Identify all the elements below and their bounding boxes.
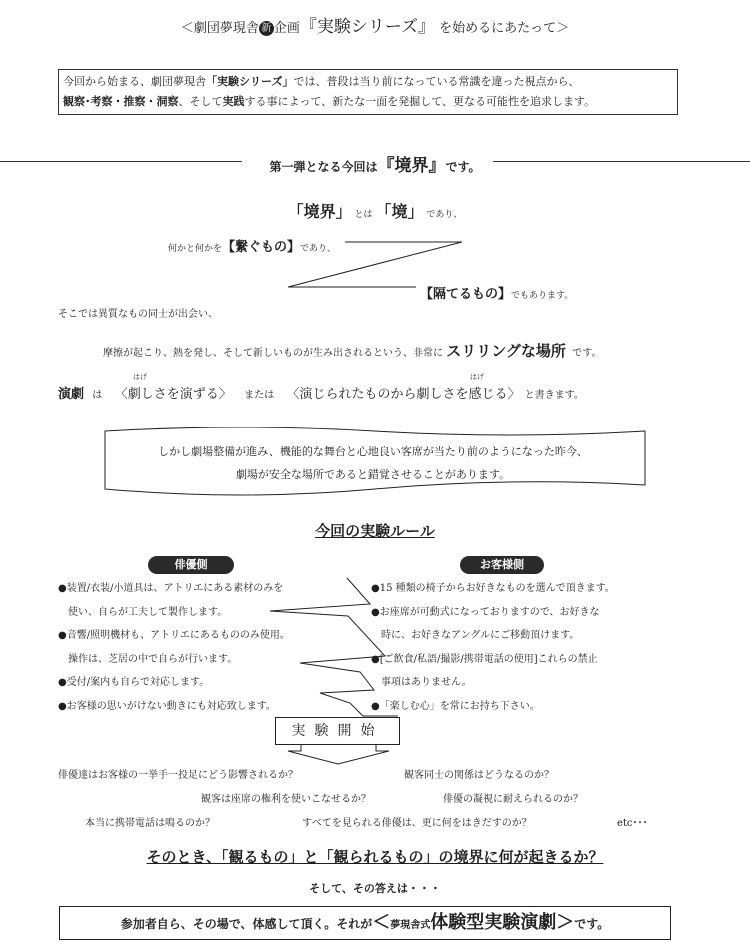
actor-rule-item: ●受付/案内も自らで対応します。 [58,677,210,688]
meet-sentence: そこでは異質なもの同士が出会い、 [58,309,218,320]
hedateru-text: でもあります。 [511,291,574,301]
tsunagu-term: 【繋ぐもの】 [222,240,301,255]
conclusion-keyword: 体験型実験演劇 [430,912,557,933]
intro-text: 、そして [178,95,223,108]
title-suffix: を始めるにあたって＞ [439,21,570,36]
rules-heading-text: 今回の実験ルール [315,522,435,540]
conclusion-troupe: 夢現舎式 [390,920,431,931]
guest-side-label: お客様側 [460,556,544,574]
first-text: 第一弾となる今回は [269,160,378,174]
actor-rules-list [58,577,290,718]
conclusion-bracket: ＜ [372,912,391,933]
intro-text: 今回から始まる、劇団夢現舎 [63,75,206,88]
engeki-word: 演劇 [58,387,85,402]
first-text: です。 [445,160,481,174]
engeki-phrase: 〈演じられたものから劇しさを感じる〉 [286,387,521,402]
experiment-start-box: 実験開始 [275,717,400,745]
intro-highlight: 観察･考察・推察・洞察 [63,95,179,108]
title-prefix: ＜劇団夢現舎 [180,21,259,36]
intro-highlight: 実践 [222,95,245,108]
circled-new-mark: 新 [259,21,274,36]
intro-highlight: 「実験シリーズ」 [206,75,294,88]
kyoukai-text: であり、 [426,210,463,220]
engeki-text: と書きます。 [524,390,584,401]
engeki-phrase: 〈劇しさを演ずる〉 [114,387,232,402]
final-question-text: そのとき、「観るもの」と「観られるもの」の境界に何が起きるか？ [146,848,604,866]
kyoukai-zigzag [288,242,462,287]
intro-text: する事によって、新たな一面を発掘して、更なる可能性を追求します。 [244,95,596,108]
question-item: 観客は座席の権利を使いこなせるか？ [201,794,371,805]
final-question [0,846,750,867]
actor-rule-item: 使い、自らが工夫して製作します。 [58,606,228,618]
ruby-hage-1: はげ [133,373,147,381]
actor-rule-item: ●装置/衣装/小道具は、アトリエにある素材のみを [58,583,284,594]
guest-rule-item: 事項はありません。 [371,677,472,688]
engeki-text: または [244,390,275,401]
kyo-term: 「境」 [375,202,424,221]
conclusion-text: 参加者自ら、その場で、体感して頂く。それが [120,917,373,931]
actor-side-label: 俳優側 [148,556,234,574]
title-middle: 企画 [273,21,300,36]
actor-rule-item: ●音響/照明機材も、アトリエにあるもののみ使用。 [58,630,290,641]
conclusion-box [59,906,671,940]
conclusion-text: です。 [574,917,610,931]
guest-rule-item: 時に、お好きなアングルにご移動頂けます。 [371,630,580,641]
question-item: 俳優達はお客様の一挙手一投足にどう影響されるか？ [58,770,298,781]
guest-rule-item: ●15 種類の椅子からお好きなものを選んで頂きます。 [371,583,615,594]
intro-text: では、普段は当り前になっている常識を違った視点から、 [293,75,580,88]
guest-rule-item: ●[ご飲食/私語/撮影/携帯電話の使用]これらの禁止 [371,653,598,665]
tsunagu-text: であり、 [300,244,337,254]
wavy-line-1: しかし劇場整備が進み、機能的な舞台と心地良い客席が当たり前のようになった昨今、 [158,445,588,458]
ruby-hage-2: はげ [470,373,484,381]
actor-rule-item: ●お客様の思いがけない動きにも対応致します。 [58,700,276,712]
title-series: 『実験シリーズ』 [299,17,436,37]
thrill-text: 摩擦が起こり、熱を発し、そして新しいものが生み出されるという、非常に [103,348,443,359]
guest-rule-item: ●「楽しむ心」を常にお持ち下さい。 [371,700,540,712]
actor-rule-item: 操作は、芝居の中で自らが行います。 [58,653,238,665]
hedateru-term: 【隔てるもの】 [420,287,512,302]
kyoukai-text: とは [354,210,373,220]
question-item: etc･･･ [617,818,648,829]
answer-lead: そして、その答えは・・・ [309,882,441,895]
thrill-text: です。 [572,348,602,359]
question-item: すべてを見られる俳優は、更に何をはきだすのか？ [302,818,532,829]
guest-rule-item: ●お座席が可動式になっておりますので、お好きな [371,606,600,618]
first-theme: 『境界』 [377,156,446,176]
question-item: 俳優の凝視に耐えられるのか？ [443,794,583,805]
question-item: 観客同士の関係はどうなるのか？ [404,770,554,781]
start-arrow [288,743,389,764]
question-item: 本当に携帯電話は鳴るのか？ [85,818,215,829]
conclusion-bracket: ＞ [556,912,575,933]
tsunagu-text: 何かと何かを [168,244,223,254]
thrill-keyword: スリリングな場所 [446,342,566,360]
kyoukai-term: 「境界」 [287,202,352,221]
engeki-text: は [92,390,103,401]
wavy-line-2: 劇場が安全な場所であると錯覚させることがあります。 [235,468,511,481]
guest-rules-list [371,577,615,718]
